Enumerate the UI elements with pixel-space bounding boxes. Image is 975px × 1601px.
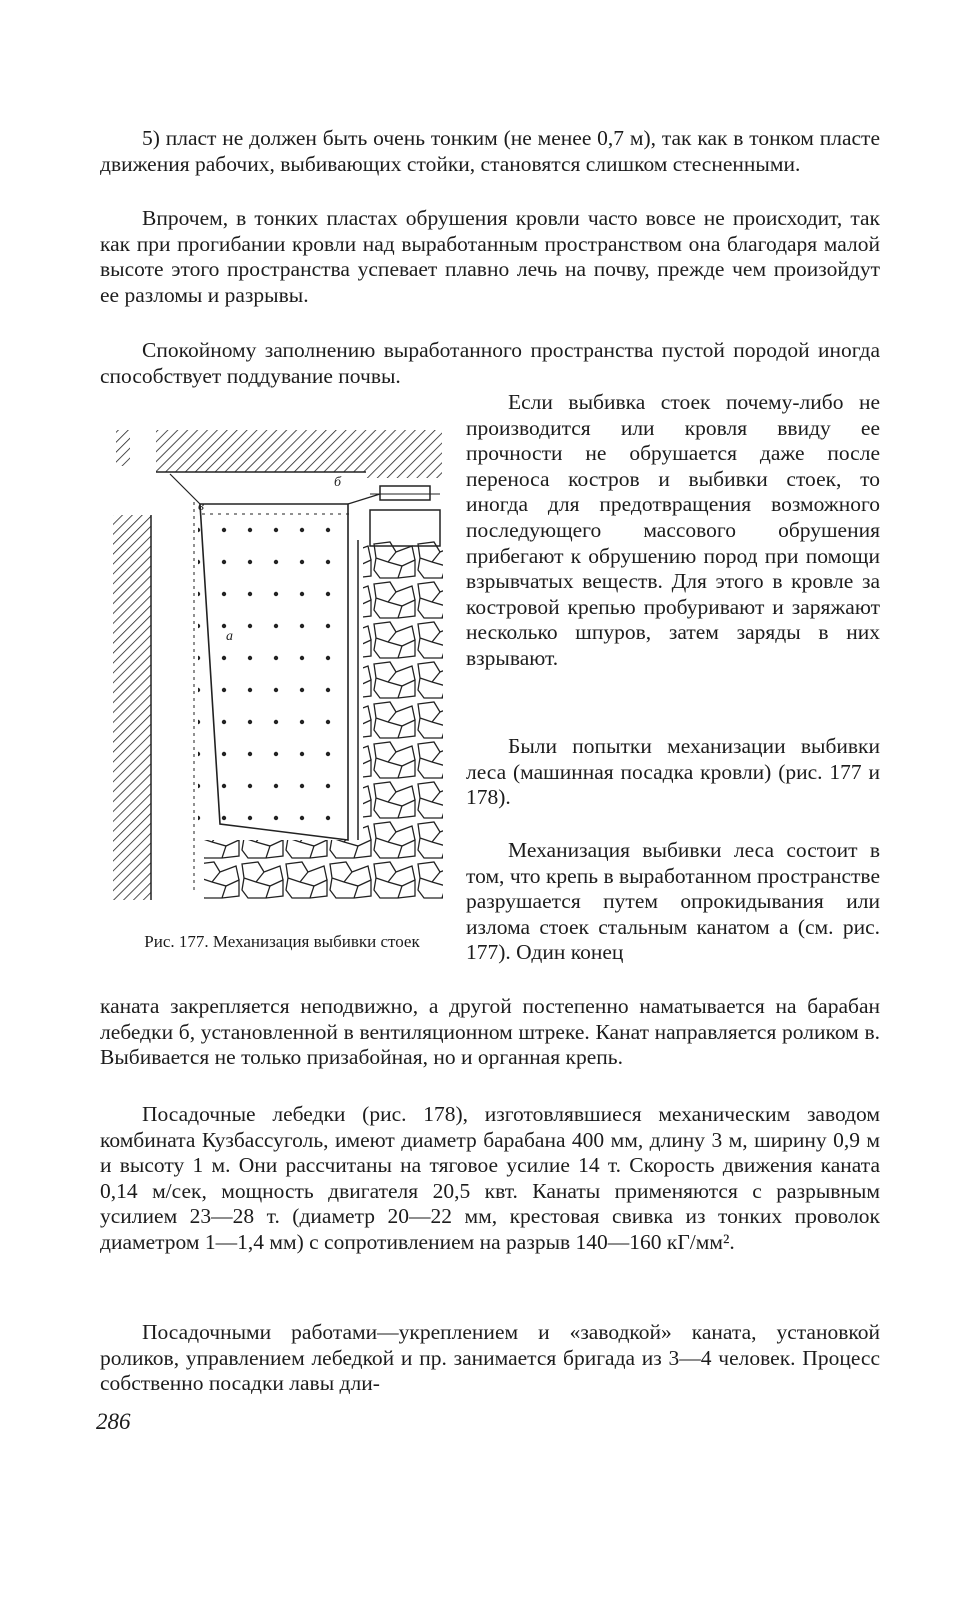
packed-stone-bottom (204, 840, 363, 900)
roof-rock-hatching-right (366, 430, 442, 478)
label-b: б (334, 475, 342, 490)
winch-drum (380, 486, 430, 500)
page-number: 286 (96, 1409, 131, 1434)
paragraph-mechanization-attempts: Были попытки механизации выбивки леса (машинная посадка кровли) (рис. 177 и 178). (466, 734, 880, 810)
small-hatch-mark (116, 430, 130, 466)
paragraph-roof-collapse: Впрочем, в тонких пластах обрушения кровли часто вовсе не происходит, так как при прогибании кровли над выработанным пространством она благодаря малой высоте этого пространства успевает плавно лечь на почву, прежде чем произойдут ее разломы и разрывы. (100, 206, 880, 307)
paragraph-rope-continued: каната закрепляется неподвижно, а другой постепенно наматывается на барабан лебедки б, установленной в вентиляционном штреке. Канат направляется роликом в. Выбивается не только призабойная, но и органная крепь. (100, 994, 880, 1070)
label-a: а (226, 629, 233, 644)
paragraph-floor-heave: Спокойному заполнению выработанного пространства пустой породой иногда способствует поддувание почвы. (100, 338, 880, 388)
left-wall-hatching (113, 515, 151, 900)
paragraph-blasting: Если выбивка стоек почему-либо не производится или кровля ввиду ее прочности не обрушается даже после переноса костров и выбивки стоек, то иногда для предотвращения возможного последующего массового обрушения прибегают к обрушению пород при помощи взрывчатых веществ. Для этого в кровле за костровой крепью пробуривают и заряжают несколько шпуров, затем заряды в них взрывают. (466, 390, 880, 670)
label-v: в (198, 499, 205, 514)
figure-caption: Рис. 177. Механизация выбивки стоек (144, 932, 420, 951)
goaf-area (198, 502, 346, 838)
paragraph-crew: Посадочными работами—укреплением и «заводкой» каната, установкой роликов, управлением лебедкой и пр. занимается бригада из 3—4 человек. Процесс собственно посадки лавы дли- (100, 1320, 880, 1396)
paragraph-thin-seam: 5) пласт не должен быть очень тонким (не менее 0,7 м), так как в тонком пласте движения рабочих, выбивающих стойки, становятся слишком стесненными. (100, 126, 880, 176)
paragraph-winches: Посадочные лебедки (рис. 178), изготовлявшиеся механическим заводом комбината Кузбассуголь, имеют диаметр барабана 400 мм, длину 3 м, ширину 0,9 м и высоту 1 м. Они рассчитаны на тяговое усилие 14 т. Скорость движения каната 0,14 м/сек, мощность двигателя 20,5 квт. Канаты применяются с разрывным усилием 23—28 т. (диаметр 20—22 мм, крестовая свивка из тонких проволок диаметром 1—1,4 мм) с сопротивлением на разрыв 140—160 кГ/мм². (100, 1102, 880, 1254)
figure-177-diagram (108, 420, 458, 910)
mine-section-drawing (108, 420, 458, 910)
roof-rock-hatching (156, 430, 366, 472)
packed-stone-right (363, 540, 443, 900)
paragraph-mechanization-description: Механизация выбивки леса состоит в том, что крепь в выработанном пространстве разрушается путем опрокидывания или излома стоек стальным канатом а (см. рис. 177). Один конец (466, 838, 880, 965)
